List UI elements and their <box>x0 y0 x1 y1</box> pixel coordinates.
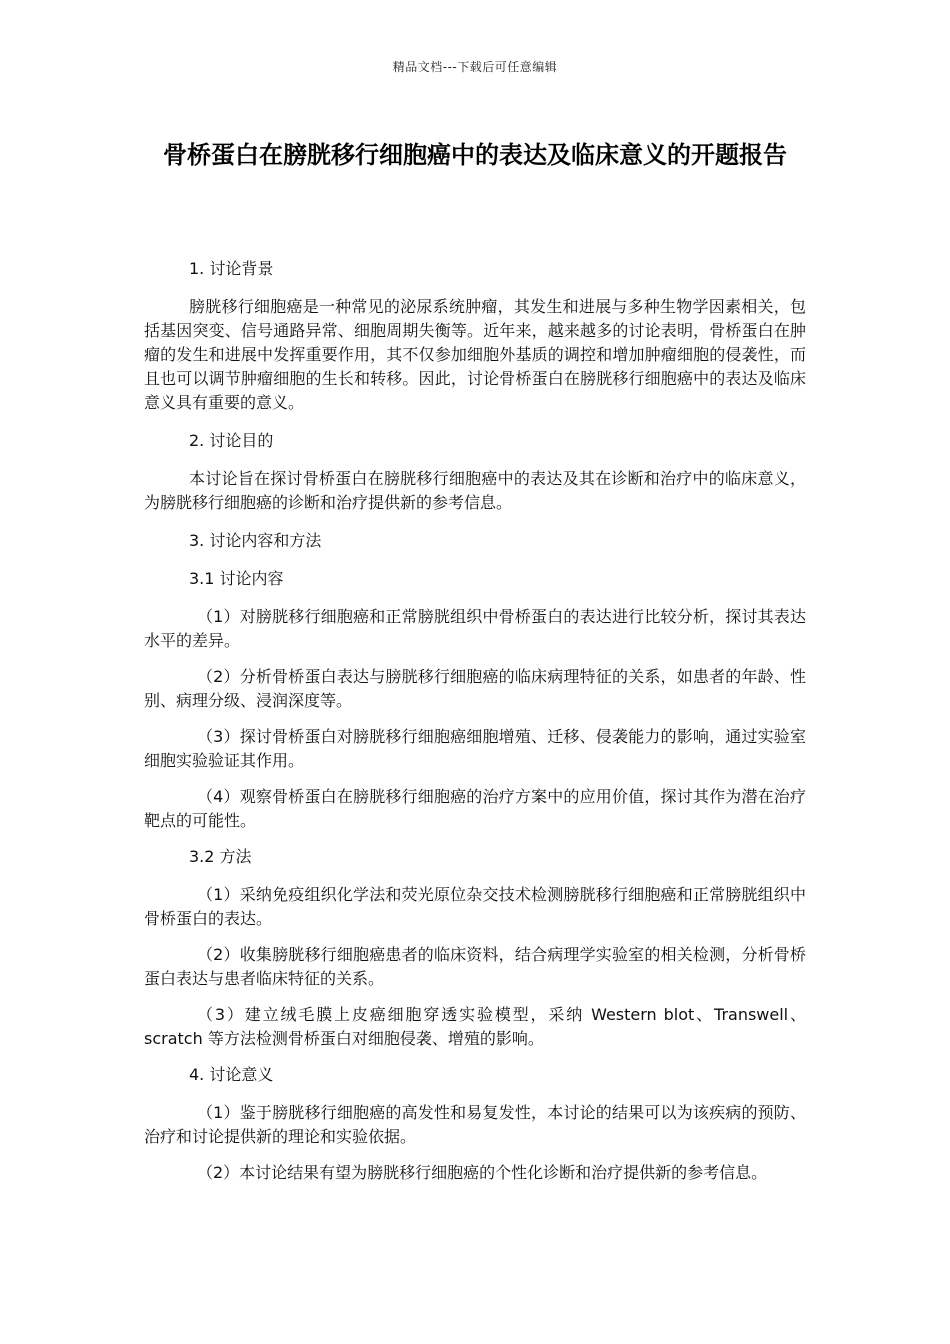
section-heading-content-methods: 3. 讨论内容和方法 <box>189 531 322 550</box>
method-item: （1）采纳免疫组织化学法和荧光原位杂交技术检测膀胱移行细胞癌和正常膀胱组织中骨桥蛋白的表达。 <box>144 885 806 928</box>
content-item: （4）观察骨桥蛋白在膀胱移行细胞癌的治疗方案中的应用价值，探讨其作为潜在治疗靶点的可能性。 <box>144 787 806 830</box>
content-item: （1）对膀胱移行细胞癌和正常膀胱组织中骨桥蛋白的表达进行比较分析，探讨其表达水平的差异。 <box>144 607 806 650</box>
section-heading-significance: 4. 讨论意义 <box>189 1065 274 1084</box>
significance-item: （2）本讨论结果有望为膀胱移行细胞癌的个性化诊断和治疗提供新的参考信息。 <box>197 1163 768 1182</box>
section-heading-background: 1. 讨论背景 <box>189 259 274 278</box>
page-title: 骨桥蛋白在膀胱移行细胞癌中的表达及临床意义的开题报告 <box>163 141 787 169</box>
subsection-heading-content: 3.1 讨论内容 <box>189 569 284 588</box>
subsection-heading-methods: 3.2 方法 <box>189 847 252 866</box>
section-heading-purpose: 2. 讨论目的 <box>189 431 274 450</box>
significance-item: （1）鉴于膀胱移行细胞癌的高发性和易复发性，本讨论的结果可以为该疾病的预防、治疗和讨论提供新的理论和实验依据。 <box>144 1103 806 1146</box>
method-item: （2）收集膀胱移行细胞癌患者的临床资料，结合病理学实验室的相关检测，分析骨桥蛋白表达与患者临床特征的关系。 <box>144 945 806 988</box>
content-item: （3）探讨骨桥蛋白对膀胱移行细胞癌细胞增殖、迁移、侵袭能力的影响，通过实验室细胞实验验证其作用。 <box>144 727 806 770</box>
purpose-paragraph: 本讨论旨在探讨骨桥蛋白在膀胱移行细胞癌中的表达及其在诊断和治疗中的临床意义，为膀胱移行细胞癌的诊断和治疗提供新的参考信息。 <box>144 469 806 512</box>
background-paragraph: 膀胱移行细胞癌是一种常见的泌尿系统肿瘤，其发生和进展与多种生物学因素相关，包括基因突变、信号通路异常、细胞周期失衡等。近年来，越来越多的讨论表明，骨桥蛋白在肿瘤的发生和进展中发挥重要作用，其不仅参加细胞外基质的调控和增加肿瘤细胞的侵袭性，而且也可以调节肿瘤细胞的生长和转移。因此，讨论骨桥蛋白在膀胱移行细胞癌中的表达及临床意义具有重要的意义。 <box>144 297 806 412</box>
header-note: 精品文档---下载后可任意编辑 <box>392 60 558 74</box>
method-item: （3）建立绒毛膜上皮癌细胞穿透实验模型，采纳 Western blot、Transwell、scratch 等方法检测骨桥蛋白对细胞侵袭、增殖的影响。 <box>144 1005 806 1048</box>
document-body <box>144 257 806 1197</box>
content-item: （2）分析骨桥蛋白表达与膀胱移行细胞癌的临床病理特征的关系，如患者的年龄、性别、病理分级、浸润深度等。 <box>144 667 806 710</box>
